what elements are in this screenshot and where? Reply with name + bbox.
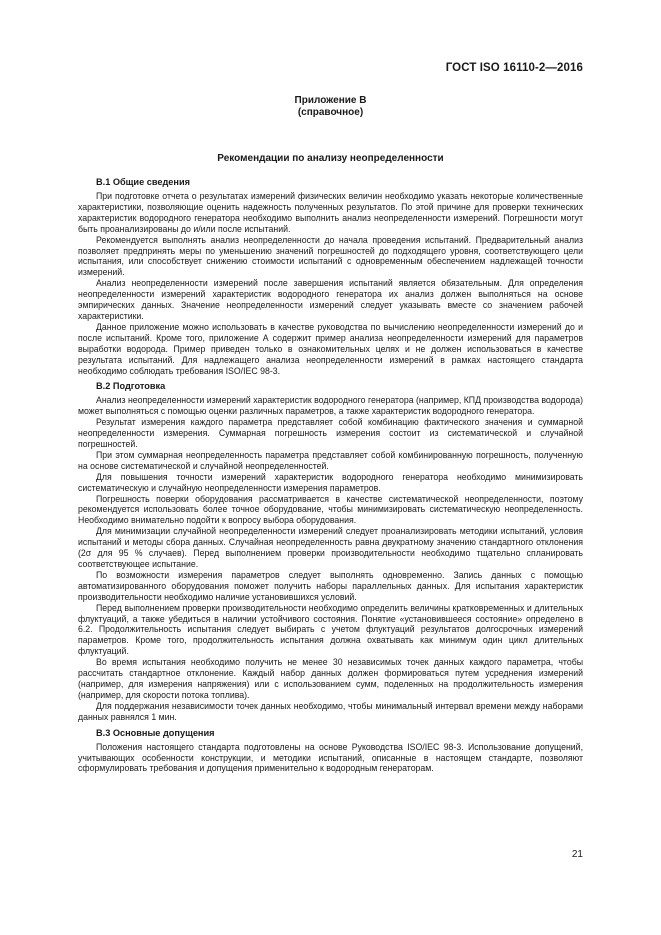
paragraph: Анализ неопределенности измерений после завершения испытаний является обязательным. Для определения неопределенности измерений характеристик водородного генератора их анализ должен выполняться на основе эмпирических данных. Значение неопределенности измерений следует указывать вместе со значением рабочей характеристики. — [78, 278, 583, 321]
document-body — [78, 177, 583, 774]
paragraph: При подготовке отчета о результатах измерений физических величин необходимо указать некоторые количественные характеристики, позволяющие оценить надежность полученных результатов. По этой причине для проверки технических характеристик водородного генератора необходимо выполнить анализ неопределенности измерений. Погрешности могут быть проанализированы до и/или после испытаний. — [78, 191, 583, 234]
paragraph: Для поддержания независимости точек данных необходимо, чтобы минимальный интервал времени между наборами данных равнялся 1 мин. — [78, 700, 583, 722]
paragraph: Во время испытания необходимо получить не менее 30 независимых точек данных каждого параметра, чтобы рассчитать стандартное отклонение. Каждый набор данных должен формироваться путем усреднения измерений (например, для измерения напряжения) или с использованием сумм, поделенных на продолжительность измерения (например, для скорости потока топлива). — [78, 657, 583, 700]
paragraph: Рекомендуется выполнять анализ неопределенности до начала проведения испытаний. Предварительный анализ позволяет предпринять меры по уменьшению значений погрешностей до подходящего уровня, соответствующего цели испытания, или способствует снижению стоимости испытаний с одновременным обеспечением надлежащей точности измерений. — [78, 234, 583, 278]
paragraph: Данное приложение можно использовать в качестве руководства по вычислению неопределенности измерений до и после испытаний. Кроме того, приложение А содержит пример анализа неопределенности измерений для параметров выработки водорода. Пример приведен только в ознакомительных целях и не должен использоваться в качестве результата испытаний. Для надлежащего анализа неопределенности измерений в рамках настоящего стандарта необходимо соблюдать требования ISO/IEC 98-3. — [78, 321, 583, 376]
paragraph: При этом суммарная неопределенность параметра представляет собой комбинированную погрешность, полученную на основе систематической и случайной неопределенностей. — [78, 449, 583, 471]
document-code: ГОСТ ISO 16110-2—2016 — [445, 62, 583, 74]
paragraph: Положения настоящего стандарта подготовлены на основе Руководства ISO/IEC 98-3. Использование допущений, учитывающих особенности конструкции, и методики испытаний, описанные в настоящем стандарте, позволяют сформулировать требования и допущения применительно к водородным генераторам. — [78, 741, 583, 774]
paragraph: Для минимизации случайной неопределенности измерений следует проанализировать методики испытаний, условия испытаний и методы сбора данных. Случайная неопределенность равна двукратному значению стандартного отклонения (2σ для 95 % случаев). Перед выполнением проверки производительности необходимо тщательно спланировать соответствующее испытание. — [78, 526, 583, 569]
paragraph: Результат измерения каждого параметра представляет собой комбинацию фактического значения и суммарной неопределенности измерения. Суммарная погрешность измерения состоит из систематической и случайной погрешностей. — [78, 417, 583, 450]
paragraph: Для повышения точности измерений характеристик водородного генератора необходимо минимизировать систематическую и случайную неопределенности измерения параметров. — [78, 471, 583, 493]
page-number: 21 — [571, 849, 583, 860]
annex-header — [0, 95, 661, 119]
annex-title: Рекомендации по анализу неопределенности — [217, 153, 444, 164]
paragraph: Перед выполнением проверки производительности необходимо определить величины кратковременных и длительных флуктуаций, а также убедиться в наличии устойчивого состояния. Понятие «установившееся состояние» определено в 6.2. Продолжительность испытания следует выбирать с учетом флуктуаций результатов долгосрочных измерений параметров. Кроме того, продолжительность испытания должна охватывать как минимум один цикл длительных флуктуаций. — [78, 602, 583, 657]
section-heading-b1: В.1 Общие сведения — [96, 177, 190, 187]
annex-label: Приложение В — [294, 95, 367, 106]
paragraph: Анализ неопределенности измерений характеристик водородного генератора (например, КПД производства водорода) может выполняться с помощью оценки различных параметров, а также характеристик водородного генератора. — [78, 395, 584, 417]
annex-type: (справочное) — [297, 107, 364, 118]
section-heading-b3: В.3 Основные допущения — [96, 727, 215, 738]
section-heading-b2: В.2 Подготовка — [96, 381, 166, 392]
paragraph: Погрешность поверки оборудования рассматривается в качестве систематической неопределенности, поэтому рекомендуется использовать более точное оборудование, чтобы минимизировать систематическую неопределенность. Необходимо внимательно подойти к вопросу выбора оборудования. — [78, 493, 583, 526]
paragraph: По возможности измерения параметров следует выполнять одновременно. Запись данных с помощью автоматизированного оборудования поможет получить наборы параллельных данных. Для испытания характеристик производительности необходимо наличие установившихся условий. — [78, 569, 583, 602]
